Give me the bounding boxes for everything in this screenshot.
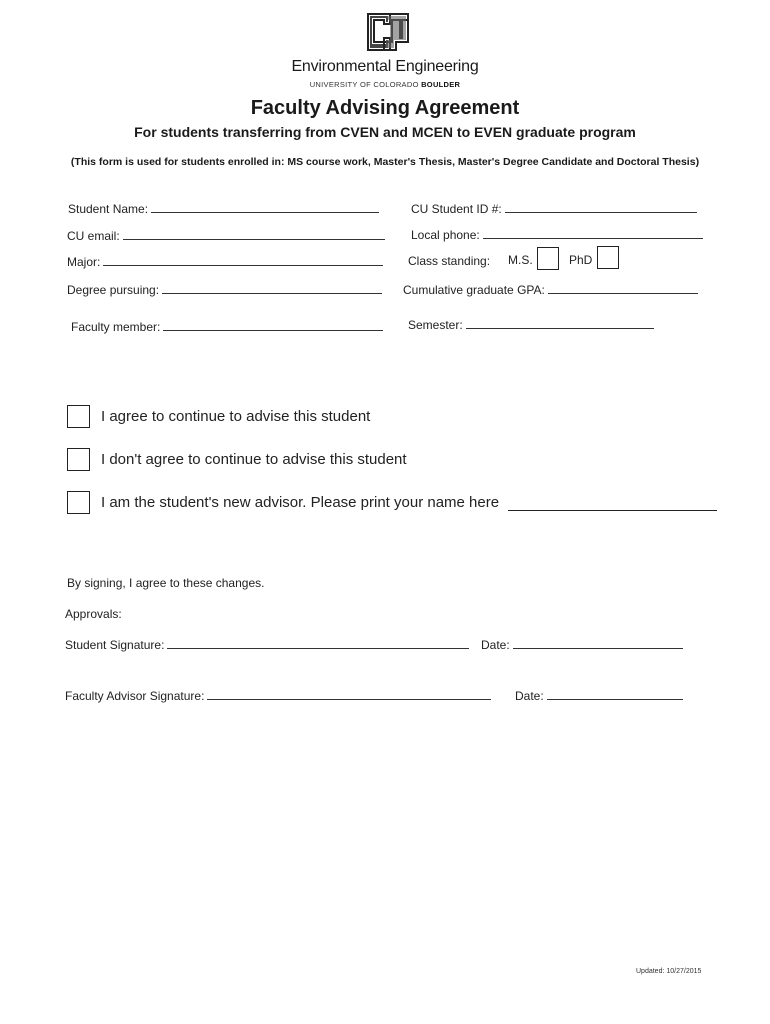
new-advisor-checkbox[interactable]	[67, 491, 90, 514]
ms-checkbox[interactable]	[537, 247, 559, 270]
signing-statement: By signing, I agree to these changes.	[67, 576, 265, 590]
disagree-option-label: I don't agree to continue to advise this student	[101, 451, 407, 468]
student-signature-field[interactable]: Student Signature:	[65, 638, 469, 652]
advisor-signature-field[interactable]: Faculty Advisor Signature:	[65, 689, 491, 703]
phd-label: PhD	[569, 253, 593, 267]
cu-student-id-field[interactable]: CU Student ID #:	[411, 202, 697, 216]
advisor-name-line[interactable]	[508, 510, 717, 511]
new-advisor-option-label: I am the student's new advisor. Please print your name here	[101, 494, 500, 511]
student-date-field[interactable]: Date:	[481, 638, 683, 652]
cu-logo-icon	[366, 12, 410, 52]
advisor-date-field[interactable]: Date:	[515, 689, 683, 703]
gpa-field[interactable]: Cumulative graduate GPA:	[403, 283, 698, 297]
degree-pursuing-field[interactable]: Degree pursuing:	[67, 283, 382, 297]
major-field[interactable]: Major:	[67, 255, 383, 269]
university-name: UNIVERSITY OF COLORADO BOULDER	[309, 80, 461, 89]
agree-checkbox[interactable]	[67, 405, 90, 428]
class-standing-label: Class standing:	[408, 254, 491, 268]
form-title: Faculty Advising Agreement	[250, 97, 520, 119]
phd-checkbox[interactable]	[597, 246, 619, 269]
ms-label: M.S.	[508, 253, 533, 267]
updated-date: Updated: 10/27/2015	[636, 968, 702, 975]
approvals-label: Approvals:	[65, 607, 122, 621]
disagree-checkbox[interactable]	[67, 448, 90, 471]
cu-email-field[interactable]: CU email:	[67, 229, 385, 243]
local-phone-field[interactable]: Local phone:	[411, 228, 703, 242]
student-name-field[interactable]: Student Name:	[68, 202, 379, 216]
form-subtitle: For students transferring from CVEN and MCEN to EVEN graduate program	[134, 124, 636, 140]
form-note: (This form is used for students enrolled in: MS course work, Master's Thesis, Master's Degree Candidate and Doctoral Thesis)	[70, 156, 700, 168]
department-name: Environmental Engineering	[291, 58, 479, 75]
semester-field[interactable]: Semester:	[408, 318, 654, 332]
agree-option-label: I agree to continue to advise this student	[101, 408, 371, 425]
faculty-member-field[interactable]: Faculty member:	[71, 320, 383, 334]
